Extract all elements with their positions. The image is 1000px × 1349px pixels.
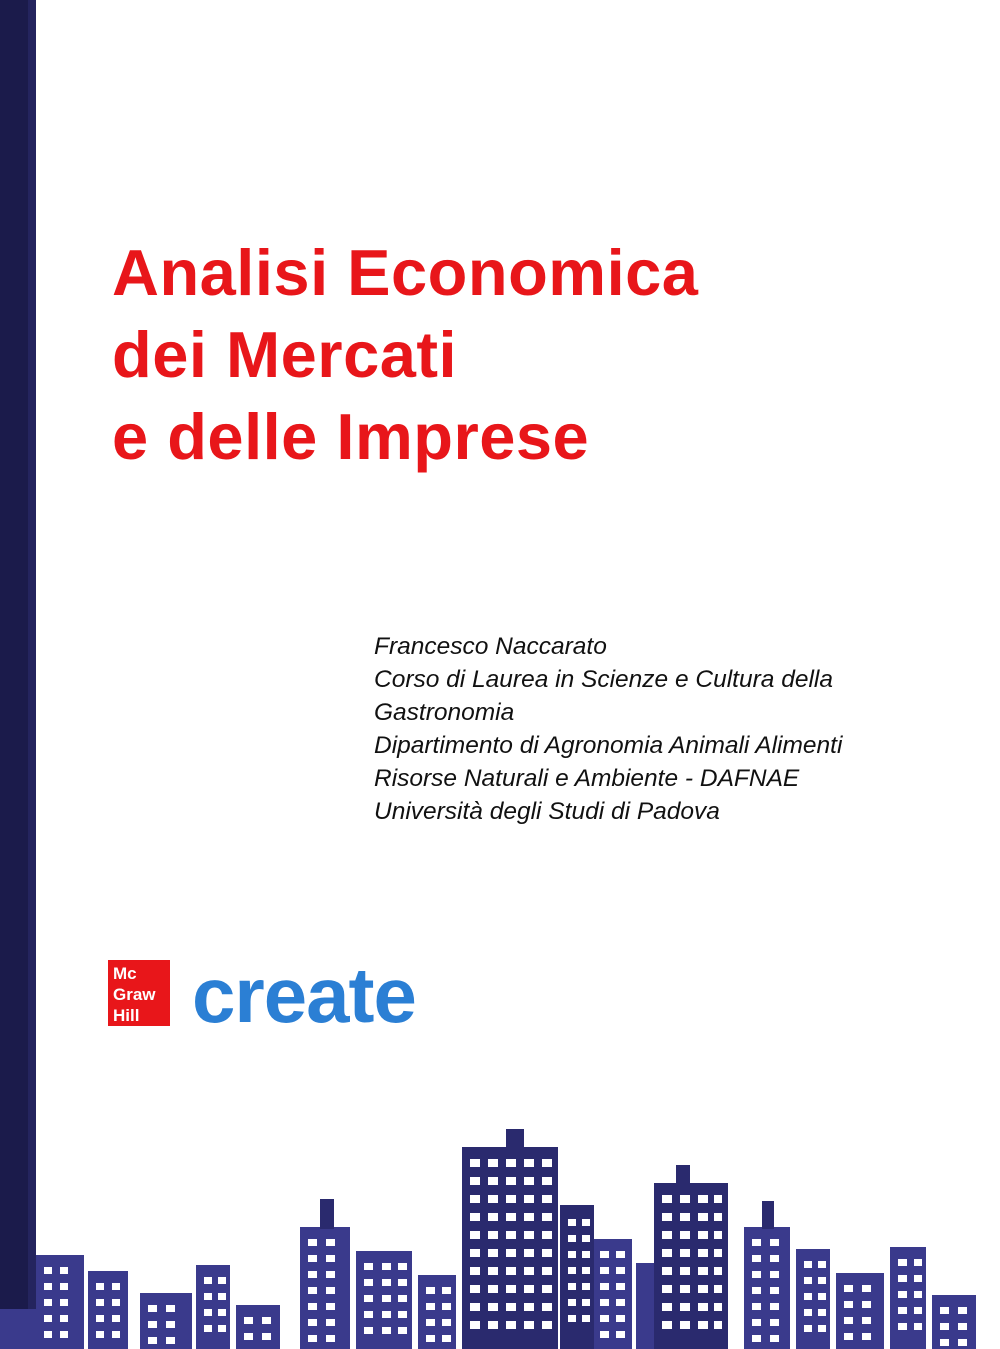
city-skyline-illustration xyxy=(0,1059,1000,1349)
create-wordmark: create xyxy=(192,951,416,1039)
title-line-2: dei Mercati xyxy=(112,317,458,391)
course-line-2: Gastronomia xyxy=(374,699,515,727)
author-name: Francesco Naccarato xyxy=(374,633,607,660)
mcgraw-hill-line-1: Mc xyxy=(113,964,137,983)
department-line-2: Risorse Naturali e Ambiente - DAFNAE xyxy=(374,765,800,793)
author-affiliation-block xyxy=(374,630,984,828)
page-title xyxy=(112,232,972,478)
title-line-3: e delle Imprese xyxy=(112,399,590,473)
mcgraw-hill-line-2: Graw xyxy=(113,985,156,1004)
mcgraw-hill-line-3: Hill xyxy=(113,1006,140,1025)
title-line-1: Analisi Economica xyxy=(112,236,699,309)
mcgraw-hill-logo-icon xyxy=(108,960,170,1026)
department-line-1: Dipartimento di Agronomia Animali Alimenti xyxy=(374,732,843,760)
course-line-1: Corso di Laurea in Scienze e Cultura della xyxy=(374,666,833,694)
university-line: Università degli Studi di Padova xyxy=(374,798,720,826)
